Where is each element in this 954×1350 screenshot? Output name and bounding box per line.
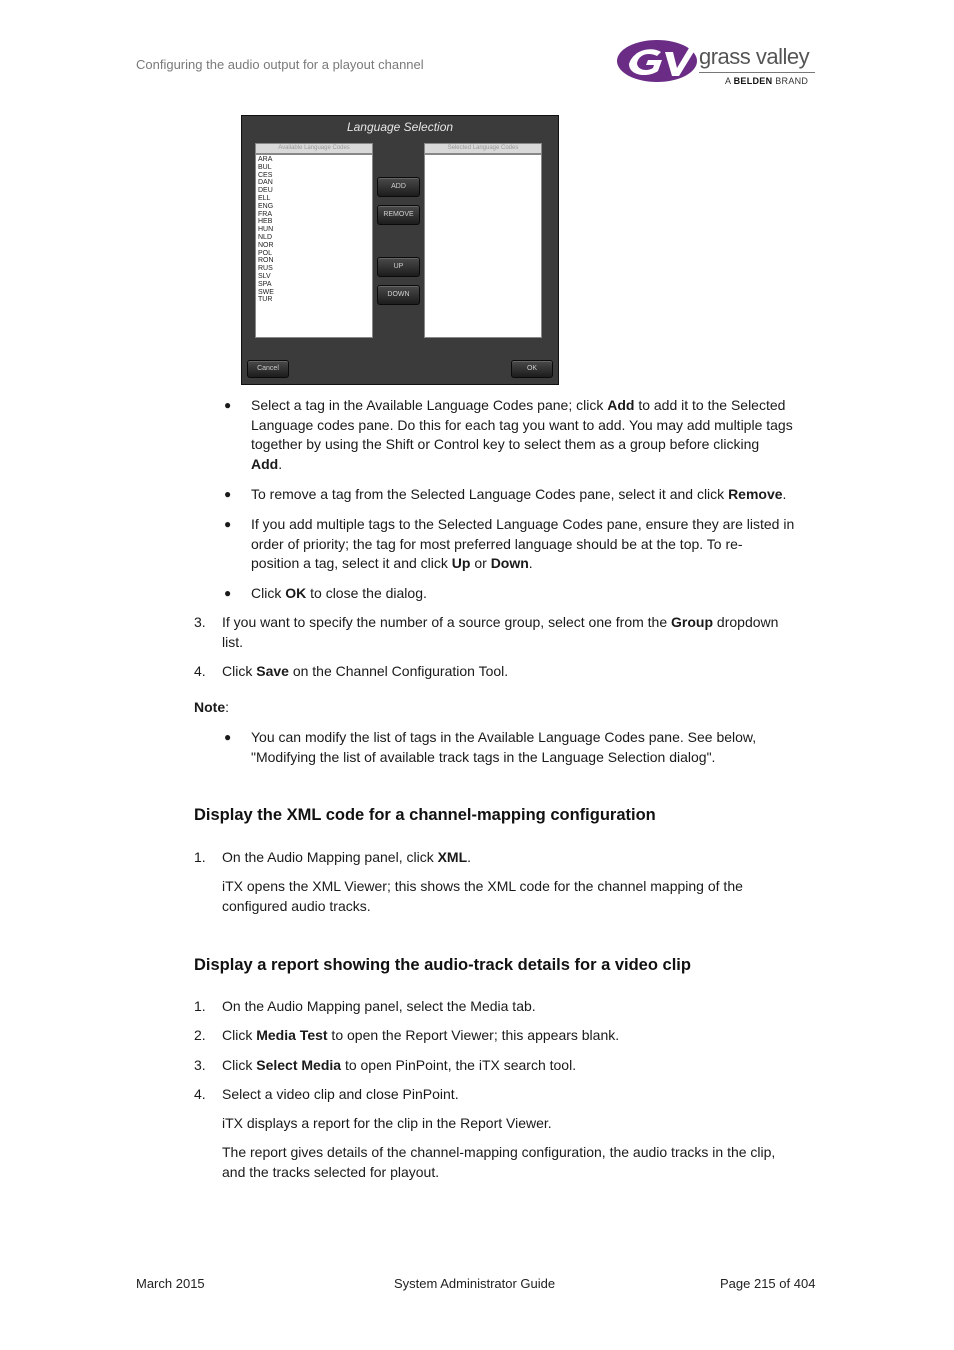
add-button[interactable]: ADD bbox=[377, 177, 420, 197]
step-select-clip: Select a video clip and close PinPoint. bbox=[222, 1086, 459, 1102]
language-code-item[interactable]: BUL bbox=[258, 163, 272, 171]
step-number: 4. bbox=[194, 1086, 206, 1102]
bullet-dot: ● bbox=[224, 487, 232, 501]
step-number: 1. bbox=[194, 998, 206, 1014]
step-number: 3. bbox=[194, 1057, 206, 1073]
language-code-item[interactable]: RON bbox=[258, 257, 274, 265]
ok-button[interactable]: OK bbox=[511, 360, 553, 378]
language-code-item[interactable]: TUR bbox=[258, 296, 273, 304]
available-codes-list[interactable] bbox=[255, 154, 373, 338]
logo-tagline: A BELDEN BRAND bbox=[725, 76, 809, 86]
language-code-item[interactable]: SLV bbox=[258, 272, 271, 280]
language-code-item[interactable]: DEU bbox=[258, 187, 273, 195]
bullet-dot: ● bbox=[224, 517, 232, 531]
grass-valley-logo bbox=[615, 36, 820, 90]
step-select-media: Click Select Media to open PinPoint, the iTX search tool. bbox=[222, 1057, 577, 1073]
note-bullet: You can modify the list of tags in the Available Language Codes pane. See below, "Modifying the list of available track tags in the Language Selection dialog". bbox=[251, 729, 757, 765]
language-code-item[interactable]: HUN bbox=[258, 226, 274, 234]
footer-date: March 2015 bbox=[136, 1276, 205, 1291]
language-code-item[interactable]: NOR bbox=[258, 241, 274, 249]
language-selection-dialog bbox=[241, 115, 559, 385]
selected-codes-header: Selected Language Codes bbox=[424, 143, 542, 154]
step-media-test: Click Media Test to open the Report Viewer; this appears blank. bbox=[222, 1027, 620, 1043]
dialog-title: Language Selection bbox=[346, 120, 454, 134]
language-code-item[interactable]: SWE bbox=[258, 288, 274, 296]
footer-guide-title: System Administrator Guide bbox=[394, 1276, 556, 1291]
step-save: Click Save on the Channel Configuration Tool. bbox=[222, 663, 509, 679]
bullet-dot: ● bbox=[224, 586, 232, 600]
language-code-item[interactable]: HEB bbox=[258, 218, 273, 226]
language-code-item[interactable]: ARA bbox=[258, 156, 273, 163]
step-click-xml: On the Audio Mapping panel, click XML. bbox=[222, 849, 472, 865]
language-code-item[interactable]: CES bbox=[258, 171, 273, 179]
running-header: Configuring the audio output for a playout channel bbox=[136, 57, 424, 72]
selected-codes-list[interactable] bbox=[424, 154, 542, 338]
bullet-dot: ● bbox=[224, 730, 232, 744]
section-heading-xml: Display the XML code for a channel-mapping configuration bbox=[194, 806, 656, 824]
logo-wordmark: grass valley bbox=[699, 44, 810, 69]
bullet-dot: ● bbox=[224, 398, 232, 412]
bullet-priority: If you add multiple tags to the Selected Language Codes pane, ensure they are listed in order of priority; the tag for most preferred language should be at the top. To re- position a tag, select it and click Up or Down. bbox=[251, 516, 795, 572]
note-label: Note: bbox=[194, 699, 230, 715]
language-code-item[interactable]: SPA bbox=[258, 280, 272, 288]
language-code-item[interactable]: DAN bbox=[258, 179, 273, 187]
step-number: 4. bbox=[194, 663, 206, 679]
step-group: If you want to specify the number of a source group, select one from the Group dropdown list. bbox=[222, 614, 779, 650]
language-code-item[interactable]: POL bbox=[258, 249, 273, 257]
remove-button[interactable]: REMOVE bbox=[377, 205, 420, 225]
up-button[interactable]: UP bbox=[377, 257, 420, 277]
step-number: 1. bbox=[194, 849, 206, 865]
report-paragraph-1: iTX displays a report for the clip in the Report Viewer. bbox=[222, 1115, 552, 1131]
language-code-item[interactable]: ELL bbox=[258, 194, 271, 202]
language-code-item[interactable]: RUS bbox=[258, 265, 273, 273]
bullet-remove-tag: To remove a tag from the Selected Language Codes pane, select it and click Remove. bbox=[251, 486, 787, 502]
language-code-list bbox=[258, 156, 274, 304]
logo-rule bbox=[699, 72, 815, 73]
step-number: 2. bbox=[194, 1027, 206, 1043]
grass-valley-emblem-icon bbox=[615, 38, 699, 84]
report-paragraph-2: The report gives details of the channel-mapping configuration, the audio tracks in the clip, and the tracks selected for playout. bbox=[222, 1144, 776, 1180]
down-button[interactable]: DOWN bbox=[377, 285, 420, 305]
language-code-item[interactable]: FRA bbox=[258, 210, 272, 218]
step-number: 3. bbox=[194, 614, 206, 630]
language-code-item[interactable]: ENG bbox=[258, 202, 274, 210]
section-heading-report: Display a report showing the audio-track details for a video clip bbox=[194, 956, 691, 974]
bullet-click-ok: Click OK to close the dialog. bbox=[251, 585, 427, 601]
bullet-add-tag: Select a tag in the Available Language Codes pane; click Add to add it to the Selected Language codes pane. Do this for each tag you want to add. You may add multiple tags together by using the Shift or Control key to select them as a group before clicking Add. bbox=[251, 397, 793, 472]
xml-viewer-paragraph: iTX opens the XML Viewer; this shows the XML code for the channel mapping of the configured audio tracks. bbox=[222, 878, 743, 914]
language-code-item[interactable]: NLD bbox=[258, 233, 273, 241]
step-media-tab: On the Audio Mapping panel, select the Media tab. bbox=[222, 998, 536, 1014]
available-codes-header: Available Language Codes bbox=[255, 143, 373, 154]
footer-page-number: Page 215 of 404 bbox=[720, 1276, 816, 1291]
cancel-button[interactable]: Cancel bbox=[247, 360, 289, 378]
